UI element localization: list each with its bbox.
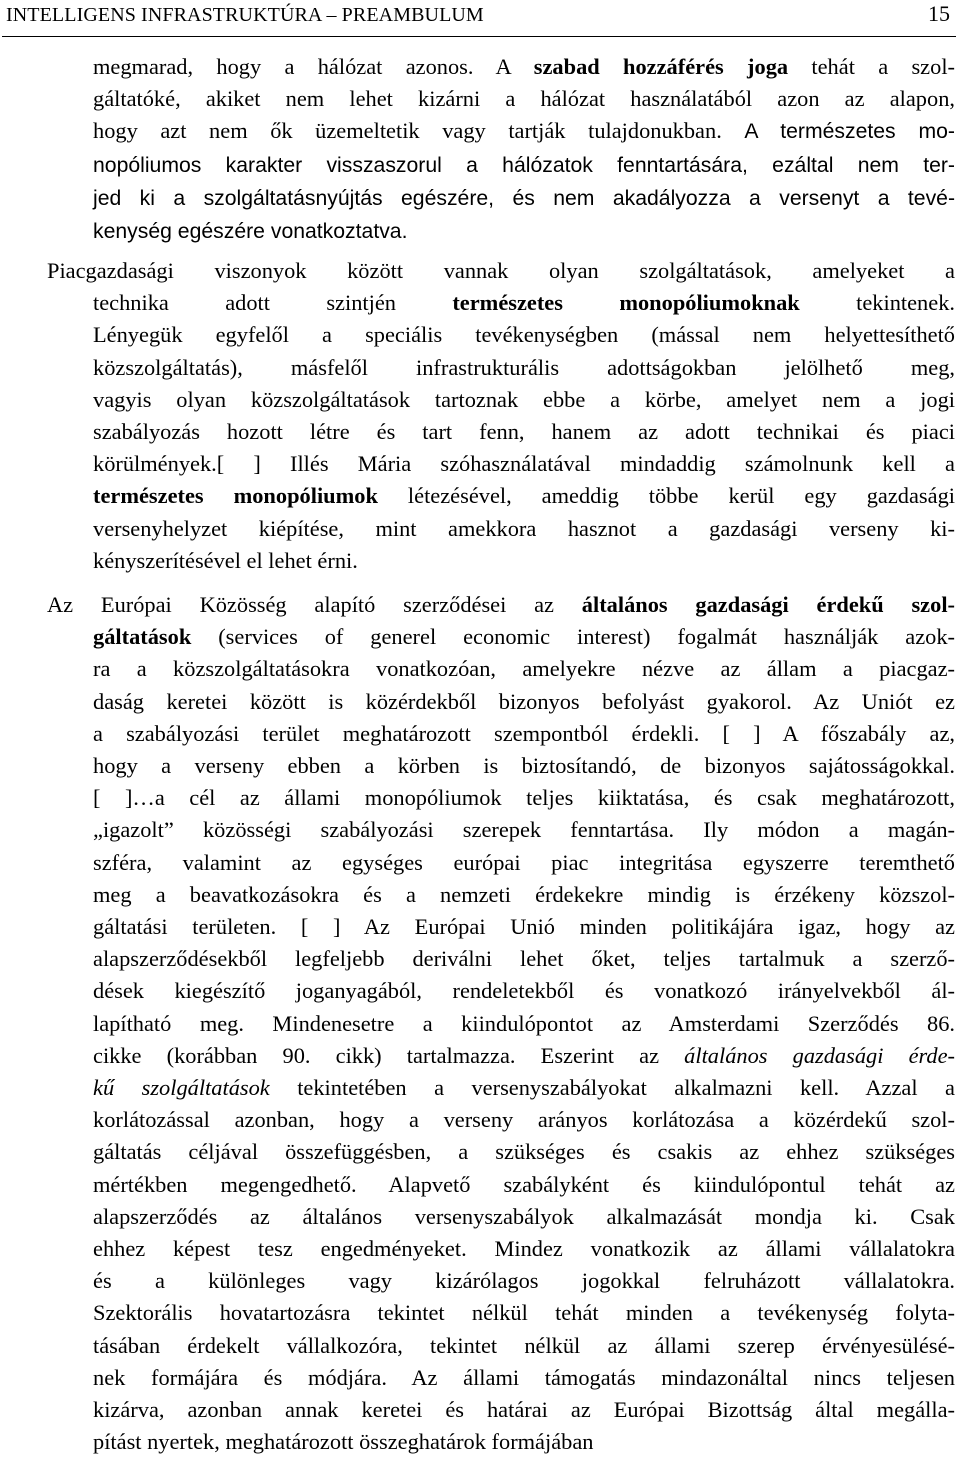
text-line — [93, 182, 955, 215]
text-run: [ ]…a cél az állami monopóliumok teljes kiiktatása, és csak meghatározott, — [93, 785, 955, 811]
page-number: 15 — [928, 1, 950, 26]
text-line — [93, 51, 955, 83]
text-run: cikke (korábban 90. cikk) tartalmazza. Eszerint az — [93, 1042, 685, 1068]
bold-term: természetes monopóliumoknak — [452, 290, 800, 316]
text-run: alapszerződésekből legfeljebb deriválni lehet őket, teljes tartalmuk a szerző- — [93, 946, 955, 972]
text-run: lapítható meg. Mindenesetre a kiindulópontot az Amsterdami Szerződés 86. — [93, 1010, 955, 1036]
bold-term: szabad hozzáférés joga — [533, 54, 789, 79]
paragraph-3 — [47, 589, 955, 1458]
text-line — [93, 319, 955, 351]
text-line — [93, 686, 955, 718]
text-run: gáltatás céljával összefüggésben, a szükséges és csakis az ehhez szükséges — [93, 1139, 955, 1165]
text-run: (services of generel economic interest) fogalmát használják azok- — [191, 624, 955, 650]
text-run: Piacgazdasági viszonyok között vannak olyan szolgáltatások, amelyeket a — [47, 258, 955, 283]
text-line — [47, 589, 955, 621]
bold-term: gáltatások — [93, 624, 192, 650]
text-line — [93, 847, 955, 879]
text-line — [93, 1169, 955, 1201]
bold-term: természetes monopóliumok — [93, 483, 378, 509]
text-line — [93, 1136, 955, 1168]
text-line — [93, 448, 955, 480]
text-line — [93, 1233, 955, 1265]
text-line — [93, 513, 955, 545]
text-run: hogy a verseny ebben a körben is biztosítandó, de bizonyos sajátosságokkal. — [93, 753, 955, 779]
text-line — [93, 83, 955, 115]
text-run: Lényegük egyfelől a speciális tevékenységben (mással nem helyettesíthető — [93, 322, 955, 348]
text-run: létezésével, ameddig többe kerül egy gazdasági — [377, 483, 955, 509]
italic-term: kű szolgáltatások — [93, 1075, 270, 1101]
text-run: megmarad, hogy a hálózat azonos. A — [93, 54, 534, 79]
text-run: Az Európai Közösség alapító szerződései az — [47, 592, 582, 617]
header-title: INTELLIGENS INFRASTRUKTÚRA – PREAMBULUM — [6, 4, 484, 26]
text-run: szabályozás hozott létre és tart fenn, hanem az adott technikai és piaci — [93, 419, 955, 445]
text-run: körülmények.[ ] Illés Mária szóhasználatával mindaddig számolnunk kell a — [93, 451, 955, 477]
text-run: nek formájára és módjára. Az állami támogatás mindazonáltal nincs teljesen — [93, 1364, 955, 1390]
text-run: tekintetében a versenyszabályokat alkalmazni kell. Azzal a — [269, 1075, 955, 1101]
text-run: A természetes mo- — [744, 120, 955, 144]
text-line — [93, 653, 955, 685]
paragraph-1 — [93, 51, 955, 248]
text-line — [93, 1265, 955, 1297]
text-line — [93, 416, 955, 448]
text-line — [47, 255, 955, 287]
text-run: pítást nyertek, meghatározott összeghatárok formájában — [93, 1429, 594, 1455]
text-line — [93, 975, 955, 1007]
text-run: daság keretei között is közérdekből bizonyos befolyást gyakorol. Az Uniót ez — [93, 688, 955, 714]
text-line — [93, 1072, 955, 1104]
running-header — [2, 0, 956, 37]
text-line — [93, 1201, 955, 1233]
text-line — [93, 480, 955, 512]
text-line — [93, 718, 955, 750]
text-line — [93, 1330, 955, 1362]
text-line — [93, 814, 955, 846]
text-run: kenység egészére vonatkoztatva. — [93, 220, 408, 244]
text-line — [93, 1362, 955, 1394]
text-line — [93, 287, 955, 319]
text-line — [93, 621, 955, 653]
text-line — [93, 149, 955, 182]
text-run: Szektorális hovatartozásra tekintet nélkül tehát minden a tevékenység folyta- — [93, 1300, 955, 1326]
bold-term: általános gazdasági érdekű szol- — [581, 592, 955, 617]
text-run: vagyis olyan közszolgáltatások tartoznak ebbe a körbe, amelyet nem a jogi — [93, 386, 955, 412]
text-run: és a különleges vagy kizárólagos jogokkal felruházott vállalatokra. — [93, 1268, 955, 1294]
text-run: mértékben megengedhető. Alapvető szabályként és kiindulópontul tehát az — [93, 1171, 955, 1197]
text-run: versenyhelyzet kiépítése, mint amekkora hasznot a gazdasági verseny ki- — [93, 515, 955, 541]
text-line — [93, 782, 955, 814]
text-line — [93, 1040, 955, 1072]
text-line — [93, 1426, 955, 1458]
text-run: dések kiegészítő joganyagából, rendeletekből és vonatkozó irányelvekből ál- — [93, 978, 955, 1004]
text-run: meg a beavatkozásokra és a nemzeti érdekekre mindig is érzékeny közszol- — [93, 881, 955, 907]
text-run: közszolgáltatás), másfelől infrastrukturális adottságokban jelölhető meg, — [93, 354, 955, 380]
text-run: alapszerződés az általános versenyszabályok alkalmazását mondja ki. Csak — [93, 1203, 955, 1229]
text-line — [93, 1104, 955, 1136]
text-line — [93, 215, 955, 248]
text-run: szféra, valamint az egységes európai piac integritása egyszerre teremthető — [93, 849, 955, 875]
text-run: tehát a szol- — [788, 54, 955, 79]
text-run: ra a közszolgáltatásokra vonatkozóan, amelyekre nézve az állam a piacgaz- — [93, 656, 955, 682]
text-line — [93, 1008, 955, 1040]
text-run: gáltatóké, akiket nem lehet kizárni a hálózat használatából azon az alapon, — [93, 86, 955, 112]
text-run: kényszerítésével el lehet érni. — [93, 547, 358, 573]
text-line — [93, 1394, 955, 1426]
text-line — [93, 879, 955, 911]
text-run: ehhez képest tesz engedményeket. Mindez vonatkozik az állami vállalatokra — [93, 1236, 955, 1262]
text-run: „igazolt” közösségi szabályozási szerepek fenntartása. Ily módon a magán- — [93, 817, 955, 843]
text-line — [93, 943, 955, 975]
text-line — [93, 115, 955, 148]
text-line — [93, 352, 955, 384]
text-line — [93, 1297, 955, 1329]
italic-term: általános gazdasági érde- — [684, 1042, 955, 1068]
text-run: kizárva, azonban annak keretei és határai az Európai Bizottság által megálla- — [93, 1397, 955, 1423]
text-run: hogy azt nem ők üzemeltetik vagy tartják tulajdonukban. — [93, 118, 745, 144]
text-line — [93, 911, 955, 943]
text-line — [93, 384, 955, 416]
text-line — [93, 750, 955, 782]
text-run: a szabályozási terület meghatározott szempontból érdekli. [ ] A főszabály az, — [93, 720, 955, 746]
text-run: technika adott szintjén — [93, 290, 453, 316]
text-run: jed ki a szolgáltatásnyújtás egészére, és nem akadályozza a versenyt a tevé- — [93, 186, 955, 210]
text-run: nopóliumos karakter visszaszorul a hálózatok fenntartására, ezáltal nem ter- — [93, 153, 955, 177]
text-run: tásában érdekelt vállalkozóra, tekintet nélkül az állami szerep érvényesülésé- — [93, 1332, 955, 1358]
text-run: korlátozással azonban, hogy a verseny arányos korlátozása a közérdekű szol- — [93, 1107, 955, 1133]
paragraph-2 — [47, 255, 955, 577]
text-line — [93, 545, 955, 577]
text-run: gáltatási területen. [ ] Az Európai Unió minden politikájára igaz, hogy az — [93, 914, 955, 940]
text-run: tekintenek. — [799, 290, 955, 316]
